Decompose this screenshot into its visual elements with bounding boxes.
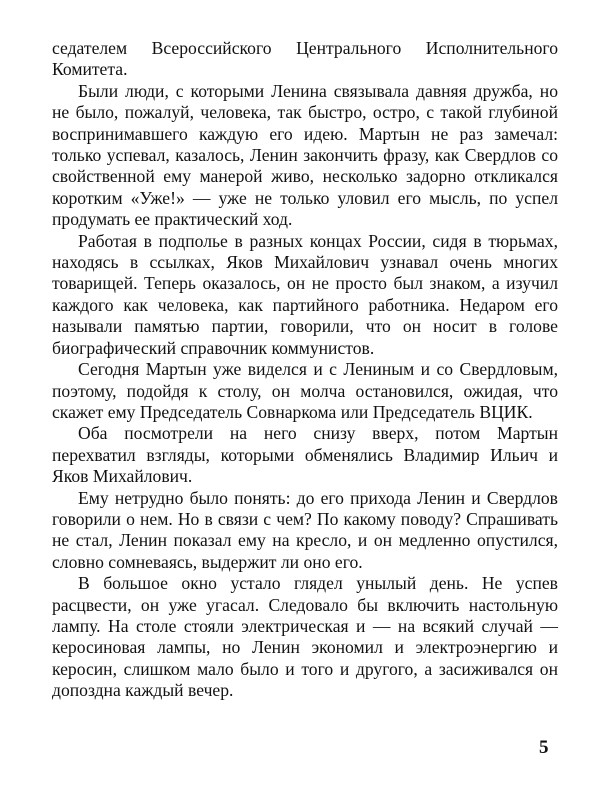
paragraph: Были люди, с которыми Ленина связывала давняя дружба, но не было, пожалуй, человека, так быстро, остро, с такой глубиной воспринимавшего каждую его идею. Мартын не раз замечал: только успевал, казалось, Ленин закончить фразу, как Свердлов со свойственной ему манерой живо, несколько задорно откликался коротким «Уже!» — уже не только уловил его мысль, по успел продумать ее практический ход.	[52, 80, 558, 230]
page-number: 5	[539, 737, 549, 758]
paragraph: В большое окно устало глядел унылый день. Не успев расцвести, он уже угасал. Следовало бы включить настольную лампу. На столе стояли электрическая и — на всякий случай — керосиновая лампы, но Ленин экономил и электроэнергию и керосин, слишком мало было и того и другого, а засиживался он допоздна каждый вечер.	[52, 573, 558, 701]
paragraph: Работая в подполье в разных концах России, сидя в тюрьмах, находясь в ссылках, Яков Михайлович узнавал очень многих товарищей. Теперь оказалось, он не просто был знаком, а изучил каждого как человека, как партийного работника. Недаром его называли памятью партии, говорили, что он носит в голове биографический справочник коммунистов.	[52, 230, 558, 358]
paragraph-continued: седателем Всероссийского Центрального Исполнительного Комитета.	[52, 38, 558, 80]
paragraph: Сегодня Мартын уже виделся и с Лениным и со Свердловым, поэтому, подойдя к столу, он молча остановился, ожидая, что скажет ему Председатель Совнаркома или Председатель ВЦИК.	[52, 359, 558, 422]
paragraph: Оба посмотрели на него снизу вверх, потом Мартын перехватил взгляды, которыми обменялись Владимир Ильич и Яков Михайлович.	[52, 423, 558, 487]
body-text	[52, 38, 558, 702]
paragraph: Ему нетрудно было понять: до его прихода Ленин и Свердлов говорили о нем. Но в связи с чем? По какому поводу? Спрашивать не стал, Ленин показал ему на кресло, и он медленно опустился, словно сомневаясь, выдержит ли оно его.	[52, 487, 558, 572]
